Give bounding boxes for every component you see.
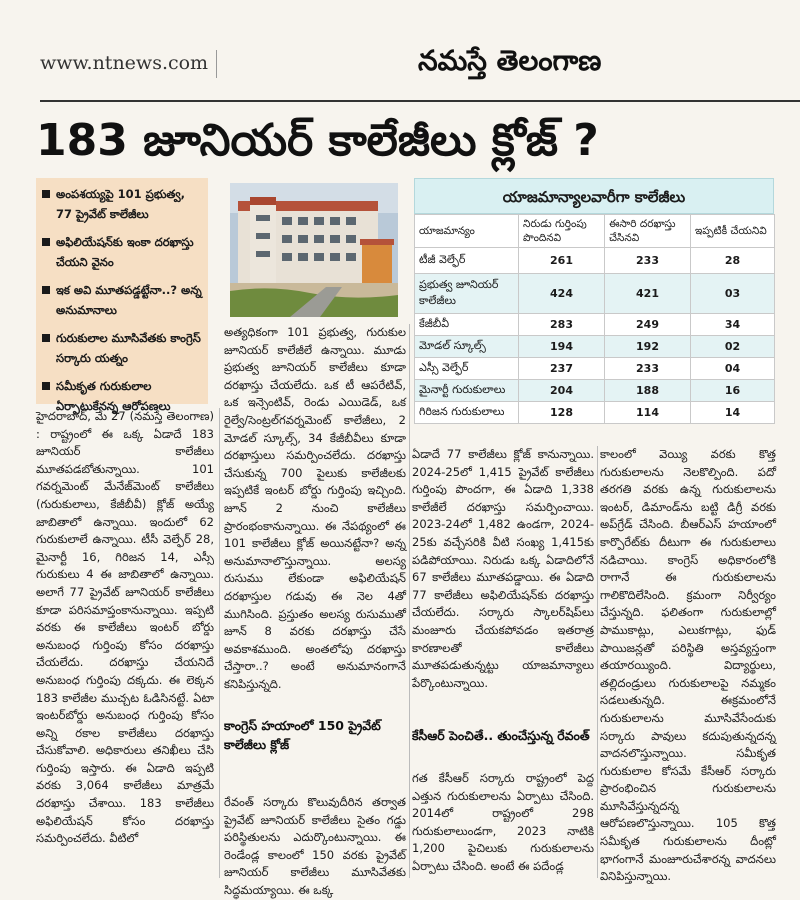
table-cell: కేజీబీవీ <box>415 314 519 336</box>
table-row <box>415 380 775 402</box>
bullet-icon <box>42 382 50 390</box>
bullet-icon <box>42 238 50 246</box>
summary-text: అఫిలియేషన్‌కు ఇంకా దరఖాస్తు చేయని వైనం <box>56 235 194 269</box>
table-row <box>415 274 775 314</box>
subheading-private-colleges: కాంగ్రెస్ హయాంలో 150 ప్రైవేట్ కాలేజీలు క్లోజ్ <box>224 718 381 752</box>
table-cell: 02 <box>691 336 775 358</box>
headline: 183 జూనియర్ కాలేజీలు క్లోజ్ ? <box>36 115 599 166</box>
article-column-1: హైదరాబాద్, మే 27 (నమస్తే తెలంగాణ) : రాష్ట్రంలో ఈ ఒక్క ఏడాదే 183 జూనియర్ కాలేజీలు మూతపడబోతున్నాయి. 101 గవర్నమెంట్ మేనేజ్‌మెంట్ కాలేజీలు (గురుకులాలు, కేజీబీవీ) క్లోజ్ అయ్యే జాబితాలో ఉన్నాయి. ఇందులో 62 గురుకులాలే ఉన్నాయి. టీసీ వెల్ఫేర్ 28, మైనార్టీ 16, గిరిజన 14, ఎస్సీ గురుకులు 4 ఈ జాబితాలో ఉన్నాయి. అలాగే 77 ప్రైవేట్ జూనియర్ కాలేజీలు కూడా పరిసమాప్తంకానున్నాయి. ఇప్పటి వరకు ఈ కాలేజీలు ఇంటర్ బోర్డు అనుబంధ గుర్తింపు కోసం దరఖాస్తు చేయలేదు. దరఖాస్తు చేయనిదే అనుబంధ గుర్తింపు దక్కదు. ఈ లెక్కన 183 కాలేజీల ముచ్చట ఓడిసినట్టే. ఏటా ఇంటర్‌బోర్డు అనుబంధ గుర్తింపు కోసం అన్ని రకాల కాలేజీలు దరఖాస్తు చేసుకోవాలి. అధికారులు తనిఖీలు చేసి గుర్తింపు ఇస్తారు. ఈ ఏడాది ఇప్పటి వరకు 3,064 కాలేజీలు మాత్రమే దరఖాస్తు చేశాయి. 183 కాలేజీలు అఫిలియేషన్ కోసం దరఖాస్తు సమర్పించలేదు. వీటిలో <box>36 409 214 846</box>
table-header-row <box>415 215 775 248</box>
site-url[interactable]: www.ntnews.com <box>40 52 209 74</box>
table-header-cell: నిరుడు గుర్తింపు పొందినవి <box>519 215 605 248</box>
ownership-table-box <box>414 178 774 440</box>
table-cell: 283 <box>519 314 605 336</box>
summary-text: ఇక అవి మూతపడ్డట్టేనా..? అన్న అనుమానాలు <box>56 283 202 317</box>
table-header-cell: యాజమాన్యం <box>415 215 519 248</box>
table-cell: ఎస్సీ వెల్ఫేర్ <box>415 358 519 380</box>
table-cell: 192 <box>605 336 691 358</box>
table-row <box>415 314 775 336</box>
article-column-2: అత్యధికంగా 101 ప్రభుత్వ, గురుకుల జూనియర్ కాలేజీలే ఉన్నాయి. మూడు ప్రభుత్వ జూనియర్ కాలేజీలు కూడా దరఖాస్తు చేయలేదు. ఒక టీ ఆపరేటివ్, ఒక ఇన్సెంటివ్, రెండు ఎయిడెడ్, ఒక రైల్వే/సెంట్రల్‌గవర్నమెంట్ కాలేజీలు, 2 మోడల్ స్కూల్స్, 34 కేజీబీవీలు కూడా దరఖాస్తులు సమర్పించలేదు. దరఖాస్తు చేసుకున్న 700 పైలుకు కాలేజీలకు ఇప్పటికే ఇంటర్ బోర్డు గుర్తింపు ఇచ్చింది. జూన్ 2 నుంచి కాలేజీలు ప్రారంభంకానున్నాయి. ఈ నేపథ్యంలో ఈ 101 కాలేజీలు క్లోజ్ అయినట్టేనా? అన్న అనుమానాలొస్తున్నాయి. అలస్య రుసుము లేకుండా అఫిలియేషన్ దరఖాస్తుల గడువు ఈ నెల 4తో ముగిసింది. ప్రస్తుతం అలస్య రుసుముతో జూన్ 8 వరకు దరఖాస్తు చేసే అవకాశముంది. అంతలోపు దరఖాస్తు చేస్తారా..? అంటే అనుమానంగానే కనిపిస్తున్నది. <box>224 325 406 691</box>
table-cell: 233 <box>605 248 691 274</box>
table-row <box>415 402 775 424</box>
bullet-icon <box>42 190 50 198</box>
table-cell: 204 <box>519 380 605 402</box>
table-row <box>415 248 775 274</box>
summary-box <box>36 178 208 413</box>
table-cell: 424 <box>519 274 605 314</box>
article-column-2-continued: రేవంత్ సర్కారు కొలువుదీరిన తర్వాత ప్రైవేట్ జూనియర్ కాలేజీలు సైతం గడ్డు పరిస్థితులను ఎదుర్కొంటున్నాయి. ఈ రెండేండ్ల కాలంలో 150 వరకు ప్రైవేట్ జూనియర్ కాలేజీలు మూసివేతకు సిద్ధమయ్యాయి. ఈ ఒక్క <box>224 795 406 897</box>
column-rule <box>219 408 220 878</box>
table-cell: 421 <box>605 274 691 314</box>
top-rule <box>40 100 800 102</box>
bullet-icon <box>42 334 50 342</box>
table-cell: 261 <box>519 248 605 274</box>
summary-text: గురుకులాల మూసివేతకు కాంగ్రెస్ సర్కారు యత్నం <box>56 331 201 365</box>
table-cell: 16 <box>691 380 775 402</box>
summary-text: అంపశయ్యపై 101 ప్రభుత్వ, 77 ప్రైవేట్ కాలేజీలు <box>56 187 185 221</box>
table-cell: 14 <box>691 402 775 424</box>
summary-item <box>42 280 204 320</box>
newspaper-name: నమస్తే తెలంగాణ <box>418 44 602 77</box>
table-title: యాజమాన్యాలవారీగా కాలేజీలు <box>414 178 774 214</box>
article-column-4: కాలంలో వెయ్యి వరకు కొత్త గురుకులాలను నెలకొల్పింది. పదో తరగతి వరకు ఉన్న గురుకులాలను ఇంటర్, డిమాండ్‌ను బట్టి డిగ్రీ వరకు అప్‌గ్రేడ్ చేసింది. బీఆర్ఎస్ హయాంలో కార్పొరేట్‌కు దీటుగా ఈ గురుకులాలు నడిచాయి. కాంగ్రెస్ అధికారంలోకి రాగానే ఈ గురుకులాలను గాలికొదిలేసింది. క్రమంగా నిర్వీర్యం చేస్తున్నది. ఫలితంగా గురుకులాల్లో పాముకాట్లు, ఎలుకగాట్లు, ఫుడ్ పాయిజన్లతో పరిస్థితి అస్తవ్యస్తంగా తయారయ్యింది. విద్యార్థులు, తల్లిదండ్రులు గురుకులాలపై నమ్మకం సడలుతున్నది. ఈక్రమంలోనే గురుకులాలను మూసివేసేందుకు సర్కారు పావులు కదుపుతున్నదన్న వాదనలొస్తున్నాయి. సమీకృత గురుకులాల కోసమే కేసీఆర్ సర్కారు ప్రారంభించిన గురుకులాలను మూసివేస్తున్నదన్న ఆరోపణలొస్తున్నాయి. 105 కొత్త సమీకృత గురుకులాలను దీంట్లో భాగంగానే మంజూరుచేశారన్న వాదనలు వినిపిస్తున్నాయి. <box>600 447 776 884</box>
article-column-3: ఏడాదే 77 కాలేజీలు క్లోజ్ కానున్నాయి. 2024-25లో 1,415 ప్రైవేట్ కాలేజీలు గుర్తింపు పొందగా, ఈ ఏడాది 1,338 కాలేజీలే దరఖాస్తు సమర్పించాయి. 2023-24లో 1,482 ఉండగా, 2024-25కు వచ్చేసరికి వీటి సంఖ్య 1,415కు పడిపోయాయి. నిరుడు ఒక్క ఏడాదిలోనే 67 కాలేజీలు మూతపడ్డాయి. ఈ ఏడాది 77 కాలేజీలు అఫిలియేషన్‌కు దరఖాస్తు చేయలేదు. సర్కారు స్కాలర్‌షిప్‌లు మంజూరు చేయకపోవడం ఇతరాత్ర కారణాలతో కాలేజీలు మూతపడుతున్నట్టు యాజమాన్యాలు పేర్కొంటున్నాయి. <box>412 447 594 690</box>
table-header-cell: ఈసారి దరఖాస్తు చేసినవి <box>605 215 691 248</box>
table-cell: 233 <box>605 358 691 380</box>
table-cell: గిరిజన గురుకులాలు <box>415 402 519 424</box>
table-cell: 114 <box>605 402 691 424</box>
bullet-icon <box>42 286 50 294</box>
summary-item <box>42 232 204 272</box>
table-cell: 188 <box>605 380 691 402</box>
college-building-photo <box>230 183 398 317</box>
ownership-table <box>414 214 775 424</box>
table-cell: 128 <box>519 402 605 424</box>
table-cell: టీజీ వెల్ఫేర్ <box>415 248 519 274</box>
summary-text: సమీకృత గురుకులాల ఏర్పాటుకేనన్న ఆరోపణలు <box>56 379 171 413</box>
summary-item <box>42 328 204 368</box>
table-cell: మైనార్టీ గురుకులాలు <box>415 380 519 402</box>
subheading-kcr-revanth: కేసీఆర్ పెంచితే.. తుంచేస్తున్న రేవంత్ <box>412 728 590 743</box>
summary-item <box>42 184 204 224</box>
masthead-divider <box>216 50 217 78</box>
masthead <box>0 0 800 100</box>
table-cell: 194 <box>519 336 605 358</box>
table-cell: 04 <box>691 358 775 380</box>
table-cell: 28 <box>691 248 775 274</box>
table-row <box>415 358 775 380</box>
column-rule <box>409 324 410 878</box>
table-cell: 03 <box>691 274 775 314</box>
table-cell: 237 <box>519 358 605 380</box>
table-cell: ప్రభుత్వ జూనియర్ కాలేజీలు <box>415 274 519 314</box>
article-column-3-continued: గత కేసీఆర్ సర్కారు రాష్ట్రంలో పెద్ద ఎత్తున గురుకులాలను ఏర్పాటు చేసింది. 2014లో రాష్ట్రంలో 298 గురుకులాలుండగా, 2023 నాటికి 1,200 పైచిలుకు గురుకులాలను ఏర్పాటు చేసింది. అంటే ఈ పదేండ్ల <box>412 771 594 873</box>
table-cell: 34 <box>691 314 775 336</box>
column-rule <box>597 446 598 878</box>
table-cell: మోడల్ స్కూల్స్ <box>415 336 519 358</box>
table-header-cell: ఇప్పటికీ చేయనివి <box>691 215 775 248</box>
table-row <box>415 336 775 358</box>
table-cell: 249 <box>605 314 691 336</box>
